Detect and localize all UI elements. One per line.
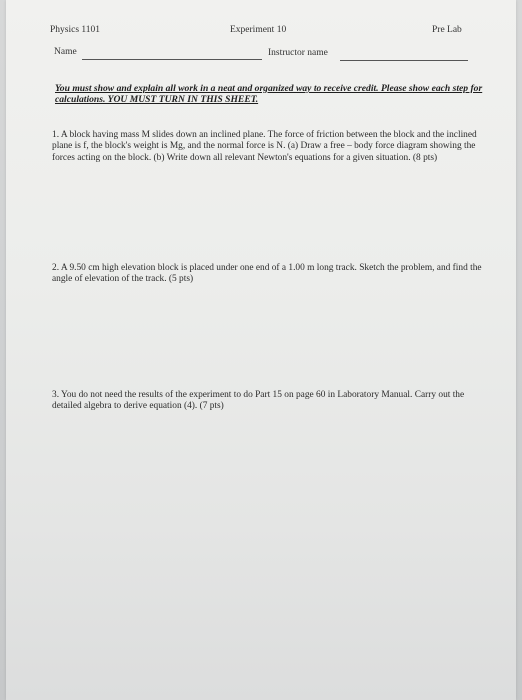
instructor-name-blank-line[interactable]	[340, 60, 468, 61]
name-label: Name	[54, 47, 77, 57]
course-title: Physics 1101	[50, 25, 101, 35]
experiment-title: Experiment 10	[230, 25, 287, 35]
instructions-text: You must show and explain all work in a neat and organized way to receive credit. Please show each step for calculations. YOU MUST TURN IN THIS SHEET.	[55, 83, 483, 105]
worksheet-page	[6, 0, 516, 700]
name-blank-line[interactable]	[82, 59, 262, 60]
prelab-label: Pre Lab	[432, 25, 462, 35]
question-1: 1. A block having mass M slides down an inclined plane. The force of friction between the block and the inclined plane is f, the block's weight is Mg, and the normal force is N. (a) Draw a free – body force diagram showing the forces acting on the block. (b) Write down all relevant Newton's equations for a given situation. (8 pts)	[52, 130, 477, 163]
question-3: 3. You do not need the results of the experiment to do Part 15 on page 60 in Laboratory Manual. Carry out the detailed algebra to derive equation (4). (7 pts)	[52, 390, 465, 412]
instructor-name-label: Instructor name	[268, 48, 328, 58]
question-2: 2. A 9.50 cm high elevation block is placed under one end of a 1.00 m long track. Sketch the problem, and find the angle of elevation of the track. (5 pts)	[52, 263, 482, 285]
